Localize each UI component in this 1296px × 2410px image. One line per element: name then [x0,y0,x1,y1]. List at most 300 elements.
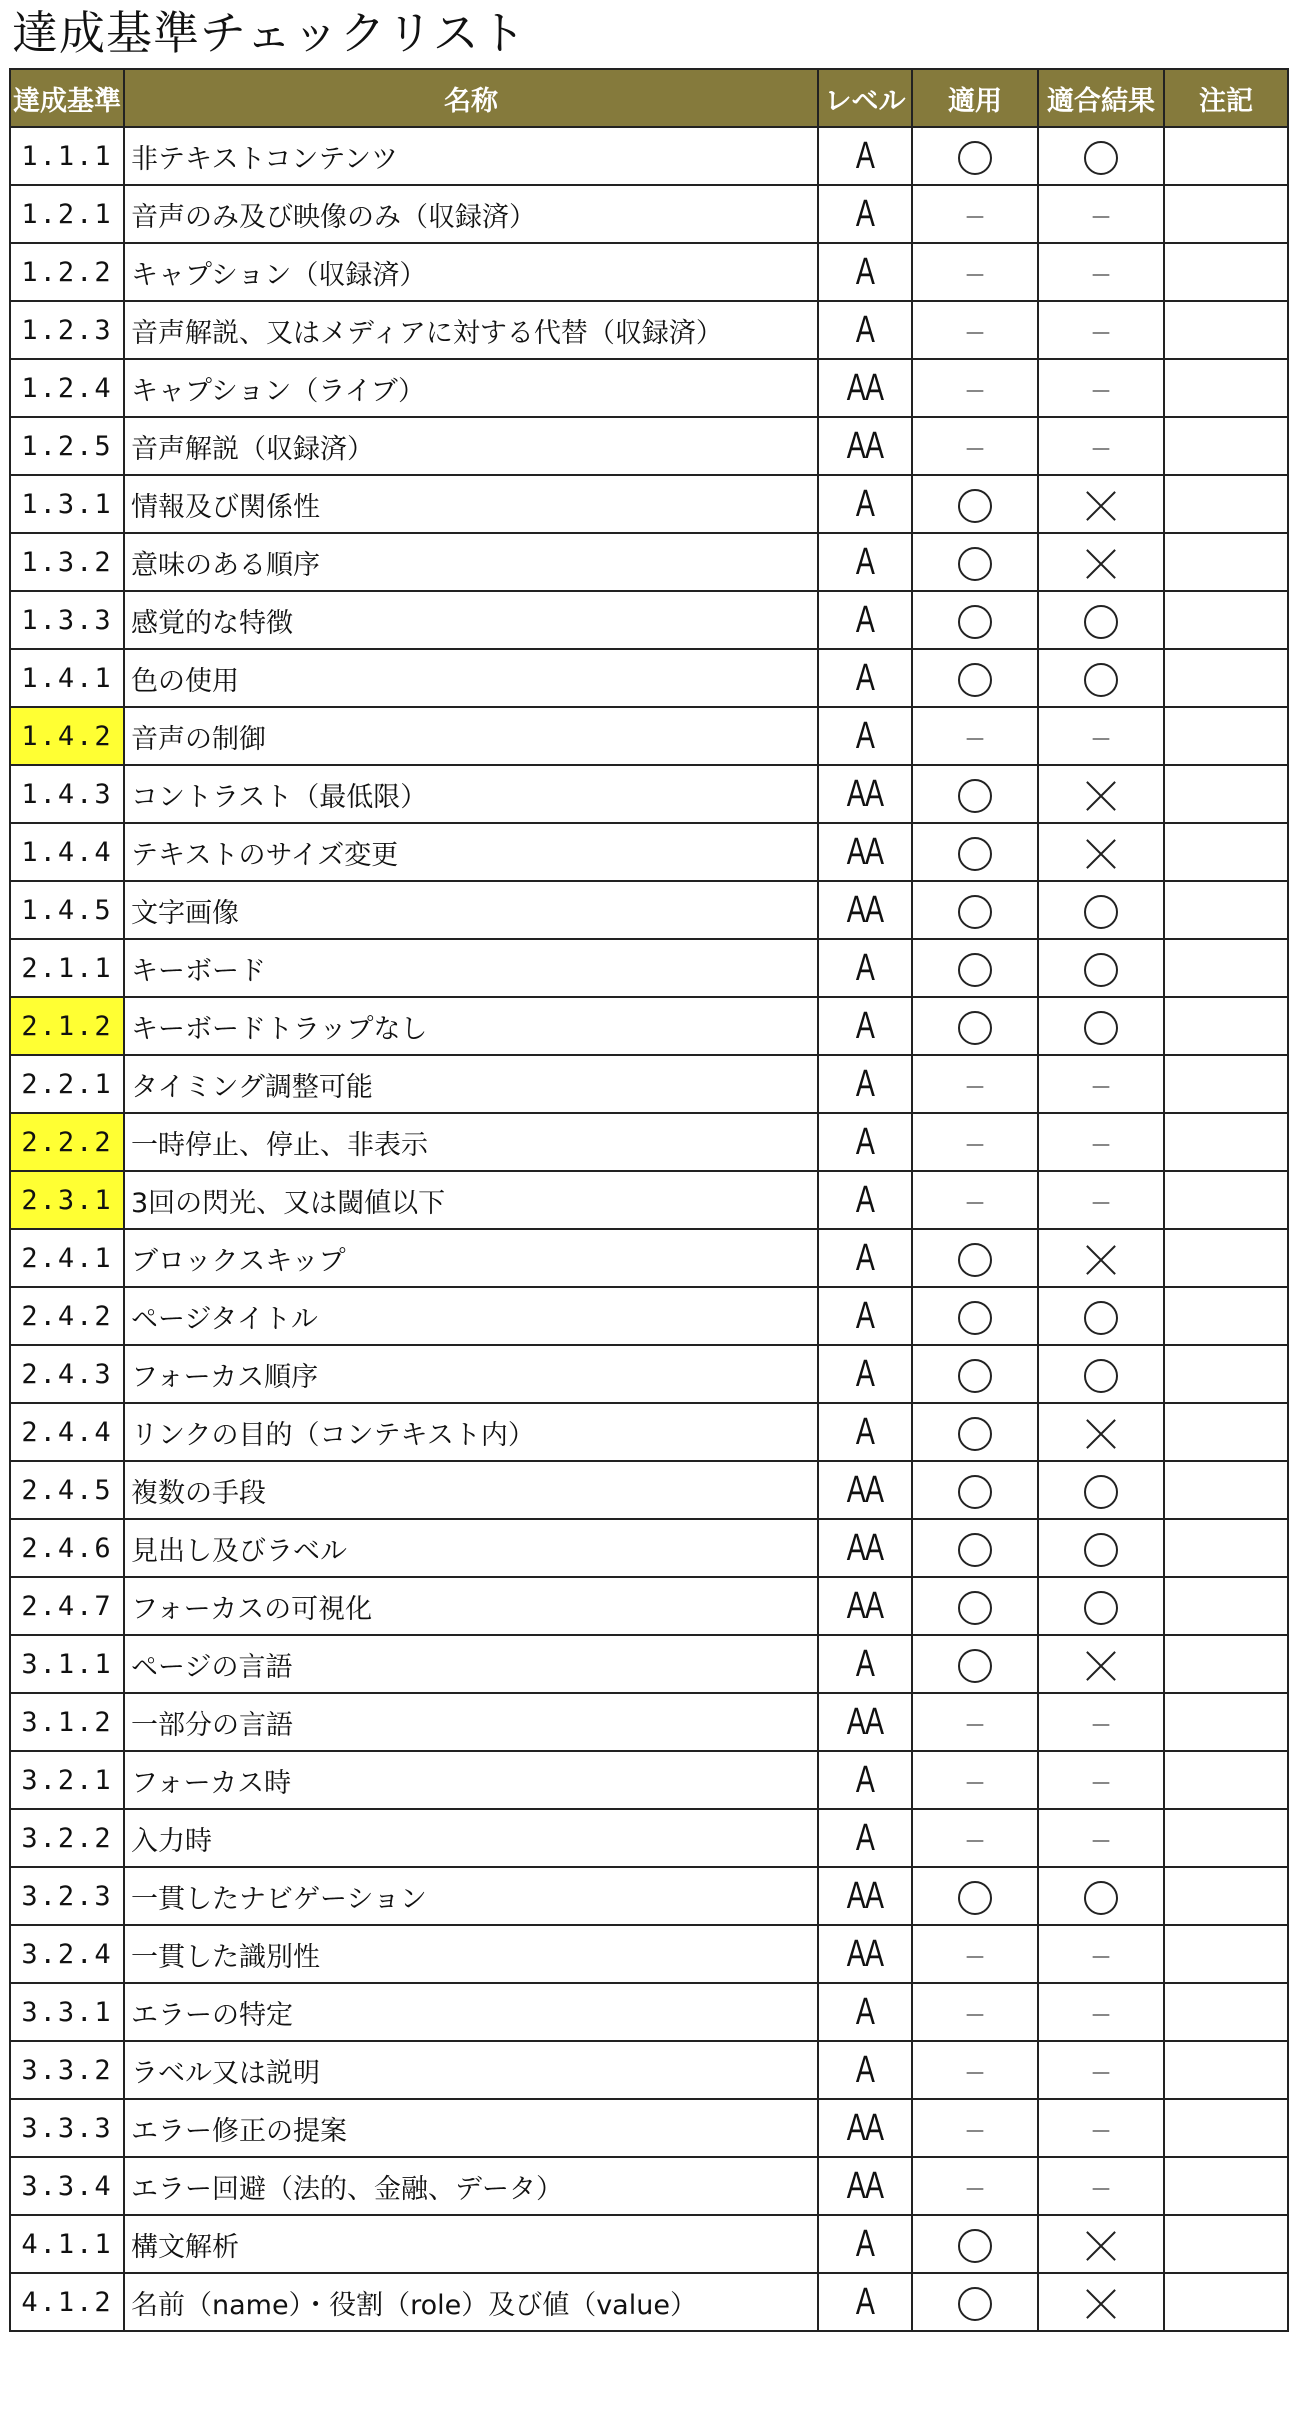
criterion-id: 2.1.1 [10,939,124,997]
criterion-name: 文字画像 [124,881,818,939]
result-cell [1038,359,1164,417]
applied-cell [912,2273,1038,2331]
criterion-level: A [830,185,901,243]
note-cell [1164,765,1288,823]
result-cell [1038,1693,1164,1751]
criterion-level: A [830,1983,901,2041]
result-cell [1038,939,1164,997]
note-cell [1164,127,1288,185]
result-cell [1038,1345,1164,1403]
result-cell [1038,1287,1164,1345]
criterion-level: A [830,1751,901,1809]
note-cell [1164,2215,1288,2273]
criterion-name: 一貫したナビゲーション [124,1867,818,1925]
circle-icon [958,779,992,813]
criterion-name: 一時停止、停止、非表示 [124,1113,818,1171]
note-cell [1164,823,1288,881]
table-row [10,185,1288,243]
criterion-name: 音声のみ及び映像のみ（収録済） [124,185,818,243]
criterion-level: AA [830,1577,901,1635]
criterion-id: 3.2.4 [10,1925,124,1983]
criterion-name: ページタイトル [124,1287,818,1345]
criterion-level: AA [830,2099,901,2157]
dash-mark: － [1089,2178,1112,2203]
cross-icon [1084,779,1118,813]
circle-icon [1084,605,1118,639]
criterion-level: AA [830,1867,901,1925]
dash-mark: － [963,1830,986,1855]
applied-cell [912,1693,1038,1751]
criterion-name: キャプション（収録済） [124,243,818,301]
criterion-level: A [830,2041,901,2099]
criterion-level: AA [830,881,901,939]
dash-mark: － [963,206,986,231]
circle-icon [1084,895,1118,929]
criterion-id: 1.4.2 [10,707,124,765]
dash-mark: － [1089,1134,1112,1159]
applied-cell [912,1113,1038,1171]
note-cell [1164,1925,1288,1983]
note-cell [1164,1867,1288,1925]
applied-cell [912,243,1038,301]
result-cell [1038,765,1164,823]
criterion-level: AA [830,359,901,417]
applied-cell [912,1519,1038,1577]
dash-mark: － [1089,1772,1112,1797]
note-cell [1164,1519,1288,1577]
criterion-level: A [830,2273,901,2331]
note-cell [1164,1983,1288,2041]
result-cell [1038,1751,1164,1809]
table-row [10,1229,1288,1287]
table-row [10,1693,1288,1751]
criterion-id: 3.1.2 [10,1693,124,1751]
circle-icon [958,141,992,175]
criterion-level: A [830,997,901,1055]
table-row [10,2157,1288,2215]
dash-mark: － [963,1946,986,1971]
circle-icon [958,1591,992,1625]
note-cell [1164,1229,1288,1287]
result-cell [1038,1229,1164,1287]
note-cell [1164,1171,1288,1229]
dash-mark: － [963,322,986,347]
table-row [10,359,1288,417]
criterion-name: 名前（name）・役割（role）及び値（value） [124,2273,818,2331]
dash-mark: － [963,438,986,463]
note-cell [1164,1461,1288,1519]
result-cell [1038,591,1164,649]
criterion-level: A [830,939,901,997]
applied-cell [912,475,1038,533]
criterion-name: 構文解析 [124,2215,818,2273]
criterion-id: 3.3.4 [10,2157,124,2215]
criterion-level: AA [830,2157,901,2215]
criterion-level: A [830,1055,901,1113]
note-cell [1164,1055,1288,1113]
table-row [10,765,1288,823]
criterion-name: ラベル又は説明 [124,2041,818,2099]
criterion-id: 3.3.3 [10,2099,124,2157]
cross-icon [1084,2229,1118,2263]
note-cell [1164,1345,1288,1403]
result-cell [1038,2157,1164,2215]
note-cell [1164,1287,1288,1345]
criterion-name: エラーの特定 [124,1983,818,2041]
criterion-id: 2.4.5 [10,1461,124,1519]
dash-mark: － [963,2120,986,2145]
criterion-name: 非テキストコンテンツ [124,127,818,185]
criterion-id: 1.1.1 [10,127,124,185]
dash-mark: － [963,264,986,289]
table-row [10,2215,1288,2273]
note-cell [1164,1577,1288,1635]
criterion-name: リンクの目的（コンテキスト内） [124,1403,818,1461]
circle-icon [958,605,992,639]
criterion-id: 2.4.3 [10,1345,124,1403]
applied-cell [912,1635,1038,1693]
circle-icon [1084,1533,1118,1567]
dash-mark: － [963,2004,986,2029]
dash-mark: － [1089,1714,1112,1739]
criterion-level: A [830,1171,901,1229]
circle-icon [958,1243,992,1277]
criterion-level: A [830,1635,901,1693]
dash-mark: － [1089,1946,1112,1971]
result-cell [1038,1635,1164,1693]
criterion-id: 3.3.1 [10,1983,124,2041]
circle-icon [1084,1359,1118,1393]
table-row [10,2041,1288,2099]
criterion-name: フォーカス順序 [124,1345,818,1403]
result-cell [1038,2215,1164,2273]
applied-cell [912,2041,1038,2099]
applied-cell [912,2215,1038,2273]
note-cell [1164,533,1288,591]
circle-icon [958,1475,992,1509]
dash-mark: － [963,1134,986,1159]
note-cell [1164,475,1288,533]
circle-icon [958,1011,992,1045]
result-cell [1038,417,1164,475]
criterion-level: A [830,707,901,765]
dash-mark: － [963,380,986,405]
dash-mark: － [1089,1076,1112,1101]
col-header-applied: 適用 [912,69,1038,127]
criterion-name: 意味のある順序 [124,533,818,591]
note-cell [1164,243,1288,301]
applied-cell [912,765,1038,823]
circle-icon [1084,1881,1118,1915]
note-cell [1164,707,1288,765]
criterion-level: A [830,1403,901,1461]
table-row [10,2273,1288,2331]
cross-icon [1084,2287,1118,2321]
table-row [10,1577,1288,1635]
applied-cell [912,939,1038,997]
applied-cell [912,1055,1038,1113]
result-cell [1038,1519,1164,1577]
note-cell [1164,2157,1288,2215]
note-cell [1164,1751,1288,1809]
table-row [10,1113,1288,1171]
applied-cell [912,997,1038,1055]
circle-icon [1084,663,1118,697]
result-cell [1038,1055,1164,1113]
criterion-id: 2.4.1 [10,1229,124,1287]
result-cell [1038,1113,1164,1171]
applied-cell [912,185,1038,243]
criterion-id: 3.3.2 [10,2041,124,2099]
applied-cell [912,707,1038,765]
criterion-id: 1.3.2 [10,533,124,591]
col-header-criterion: 達成基準 [10,69,124,127]
table-row [10,1635,1288,1693]
note-cell [1164,417,1288,475]
table-row [10,591,1288,649]
criterion-id: 2.2.1 [10,1055,124,1113]
result-cell [1038,881,1164,939]
note-cell [1164,2041,1288,2099]
criterion-id: 4.1.2 [10,2273,124,2331]
dash-mark: － [963,1192,986,1217]
result-cell [1038,997,1164,1055]
criterion-name: 見出し及びラベル [124,1519,818,1577]
cross-icon [1084,837,1118,871]
col-header-result: 適合結果 [1038,69,1164,127]
col-header-level: レベル [818,69,912,127]
dash-mark: － [1089,2120,1112,2145]
page-title: 達成基準チェックリスト [12,6,527,60]
applied-cell [912,1403,1038,1461]
applied-cell [912,881,1038,939]
applied-cell [912,2157,1038,2215]
criterion-name: 音声解説、又はメディアに対する代替（収録済） [124,301,818,359]
note-cell [1164,1809,1288,1867]
result-cell [1038,2099,1164,2157]
applied-cell [912,1983,1038,2041]
table-row [10,475,1288,533]
note-cell [1164,2273,1288,2331]
circle-icon [958,1533,992,1567]
criterion-name: 入力時 [124,1809,818,1867]
applied-cell [912,649,1038,707]
criterion-id: 3.2.2 [10,1809,124,1867]
dash-mark: － [1089,206,1112,231]
table-row [10,533,1288,591]
result-cell [1038,127,1164,185]
circle-icon [958,2229,992,2263]
applied-cell [912,1925,1038,1983]
dash-mark: － [1089,322,1112,347]
criterion-name: 複数の手段 [124,1461,818,1519]
criterion-id: 1.2.2 [10,243,124,301]
dash-mark: － [1089,728,1112,753]
criterion-name: テキストのサイズ変更 [124,823,818,881]
circle-icon [1084,1301,1118,1335]
cross-icon [1084,1243,1118,1277]
table-row [10,649,1288,707]
table-row [10,939,1288,997]
dash-mark: － [963,2062,986,2087]
dash-mark: － [963,1772,986,1797]
table-row [10,1751,1288,1809]
col-header-name: 名称 [124,69,818,127]
criterion-id: 1.2.3 [10,301,124,359]
criterion-name: 3回の閃光、又は閾値以下 [124,1171,818,1229]
criterion-id: 1.2.1 [10,185,124,243]
circle-icon [958,1417,992,1451]
criterion-level: A [830,533,901,591]
applied-cell [912,1751,1038,1809]
criterion-id: 1.4.4 [10,823,124,881]
table-row [10,1461,1288,1519]
criterion-level: AA [830,823,901,881]
circle-icon [958,837,992,871]
criterion-name: ページの言語 [124,1635,818,1693]
cross-icon [1084,547,1118,581]
criterion-id: 2.2.2 [10,1113,124,1171]
criterion-name: フォーカス時 [124,1751,818,1809]
result-cell [1038,1925,1164,1983]
criterion-level: A [830,127,901,185]
applied-cell [912,823,1038,881]
applied-cell [912,417,1038,475]
circle-icon [1084,1475,1118,1509]
note-cell [1164,649,1288,707]
table-row [10,1809,1288,1867]
applied-cell [912,359,1038,417]
checklist-table [9,68,1289,2332]
applied-cell [912,1171,1038,1229]
circle-icon [1084,953,1118,987]
criterion-name: 一部分の言語 [124,1693,818,1751]
criterion-id: 2.4.7 [10,1577,124,1635]
table-row [10,1983,1288,2041]
criterion-level: AA [830,765,901,823]
table-header [10,69,1288,127]
criterion-level: A [830,301,901,359]
criterion-level: A [830,1345,901,1403]
criterion-id: 1.2.5 [10,417,124,475]
criterion-level: A [830,1229,901,1287]
result-cell [1038,1171,1164,1229]
result-cell [1038,1983,1164,2041]
applied-cell [912,2099,1038,2157]
criterion-name: フォーカスの可視化 [124,1577,818,1635]
criterion-id: 1.3.1 [10,475,124,533]
table-row [10,417,1288,475]
criterion-level: A [830,1113,901,1171]
result-cell [1038,649,1164,707]
applied-cell [912,1809,1038,1867]
dash-mark: － [963,1714,986,1739]
criterion-id: 1.4.1 [10,649,124,707]
circle-icon [958,895,992,929]
note-cell [1164,185,1288,243]
criterion-id: 3.1.1 [10,1635,124,1693]
criterion-level: AA [830,1461,901,1519]
note-cell [1164,591,1288,649]
note-cell [1164,997,1288,1055]
result-cell [1038,475,1164,533]
result-cell [1038,1461,1164,1519]
criterion-level: AA [830,1519,901,1577]
dash-mark: － [963,1076,986,1101]
dash-mark: － [963,728,986,753]
cross-icon [1084,1417,1118,1451]
applied-cell [912,1867,1038,1925]
criterion-id: 1.3.3 [10,591,124,649]
circle-icon [1084,1591,1118,1625]
circle-icon [958,2287,992,2321]
circle-icon [958,1359,992,1393]
table-row [10,881,1288,939]
result-cell [1038,1577,1164,1635]
dash-mark: － [1089,380,1112,405]
criterion-level: A [830,649,901,707]
applied-cell [912,1461,1038,1519]
circle-icon [1084,141,1118,175]
criterion-name: キーボードトラップなし [124,997,818,1055]
result-cell [1038,2273,1164,2331]
applied-cell [912,1287,1038,1345]
circle-icon [958,953,992,987]
note-cell [1164,1403,1288,1461]
result-cell [1038,301,1164,359]
criterion-id: 1.4.3 [10,765,124,823]
circle-icon [958,489,992,523]
table-row [10,1925,1288,1983]
dash-mark: － [1089,2062,1112,2087]
criterion-name: 音声解説（収録済） [124,417,818,475]
circle-icon [958,547,992,581]
criterion-level: A [830,2215,901,2273]
dash-mark: － [1089,264,1112,289]
applied-cell [912,301,1038,359]
criterion-name: コントラスト（最低限） [124,765,818,823]
table-row [10,997,1288,1055]
result-cell [1038,243,1164,301]
criterion-name: 情報及び関係性 [124,475,818,533]
applied-cell [912,127,1038,185]
dash-mark: － [963,2178,986,2203]
dash-mark: － [1089,2004,1112,2029]
table-row [10,1519,1288,1577]
col-header-note: 注記 [1164,69,1288,127]
result-cell [1038,185,1164,243]
applied-cell [912,1229,1038,1287]
applied-cell [912,533,1038,591]
criterion-id: 2.3.1 [10,1171,124,1229]
criterion-name: エラー回避（法的、金融、データ） [124,2157,818,2215]
table-row [10,1345,1288,1403]
table-row [10,127,1288,185]
criterion-id: 1.4.5 [10,881,124,939]
result-cell [1038,1403,1164,1461]
table-row [10,301,1288,359]
criterion-id: 4.1.1 [10,2215,124,2273]
criterion-name: 色の使用 [124,649,818,707]
criterion-name: キャプション（ライブ） [124,359,818,417]
table-row [10,2099,1288,2157]
table-body [10,127,1288,2331]
criterion-level: A [830,475,901,533]
criterion-level: AA [830,417,901,475]
result-cell [1038,707,1164,765]
table-row [10,823,1288,881]
circle-icon [958,1649,992,1683]
